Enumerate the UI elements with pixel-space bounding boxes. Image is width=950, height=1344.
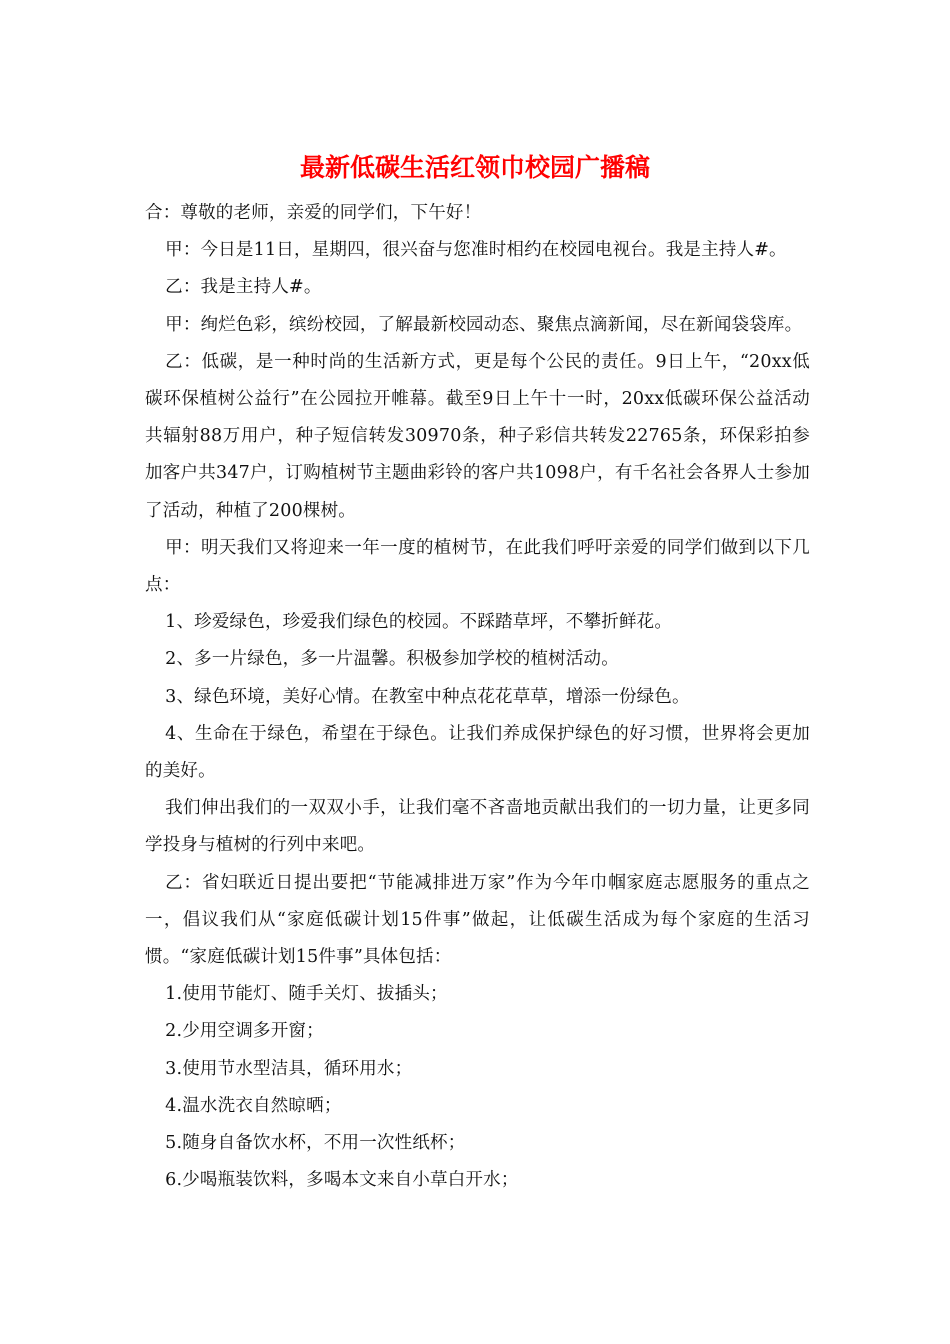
list-item: 6.少喝瓶装饮料，多喝本文来自小草白开水； [165,1170,519,1191]
list-item: 1.使用节能灯、随手关灯、拔插头； [165,984,448,1005]
list-item: 3、绿色环境，美好心情。在教室中种点花花草草，增添一份绿色。 [165,686,690,707]
list-item: 4.温水洗衣自然晾晒； [165,1095,342,1116]
list-item: 3.使用节水型洁具，循环用水； [165,1058,413,1079]
paragraph: 我们伸出我们的一双双小手，让我们毫不吝啬地贡献出我们的一切力量，让更多同学投身与植树的行列中来吧。 [145,798,810,856]
list-item: 2.少用空调多开窗； [165,1021,324,1042]
document-body [145,195,810,1199]
list-item: 4、生命在于绿色，希望在于绿色。让我们养成保护绿色的好习惯，世界将会更加的美好。 [145,723,810,782]
paragraph: 甲：明天我们又将迎来一年一度的植树节，在此我们呼吁亲爱的同学们做到以下几点： [145,537,810,596]
paragraph: 甲：今日是11日，星期四，很兴奋与您准时相约在校园电视台。我是主持人#。 [165,240,787,261]
paragraph: 乙：我是主持人#。 [165,277,322,298]
list-item: 2、多一片绿色，多一片温馨。积极参加学校的植树活动。 [165,649,619,670]
paragraph-greeting: 合：尊敬的老师，亲爱的同学们，下午好！ [145,203,482,223]
list-item: 5.随身自备饮水杯，不用一次性纸杯； [165,1133,466,1154]
document-title: 最新低碳生活红领巾校园广播稿 [299,153,650,182]
paragraph: 乙：低碳，是一种时尚的生活新方式，更是每个公民的责任。9日上午，“20xx低碳环保植树公益行”在公园拉开帷幕。截至9日上午十一时，20xx低碳环保公益活动共辐射88万用户，种子短信转发30970条，种子彩信共转发22765条，环保彩拍参加客户共347户，订购植树节主题曲彩铃的客户共1098户，有千名社会各界人士参加了活动，种植了200棵树。 [145,351,810,521]
paragraph: 甲：绚烂色彩，缤纷校园，了解最新校园动态、聚焦点滴新闻，尽在新闻袋袋库。 [165,314,803,335]
list-item: 1、珍爱绿色，珍爱我们绿色的校园。不踩踏草坪，不攀折鲜花。 [165,612,673,633]
paragraph: 乙：省妇联近日提出要把“节能减排进万家”作为今年巾帼家庭志愿服务的重点之一，倡议我们从“家庭低碳计划15件事”做起，让低碳生活成为每个家庭的生活习惯。“家庭低碳计划15件事”具体包括： [145,872,810,968]
